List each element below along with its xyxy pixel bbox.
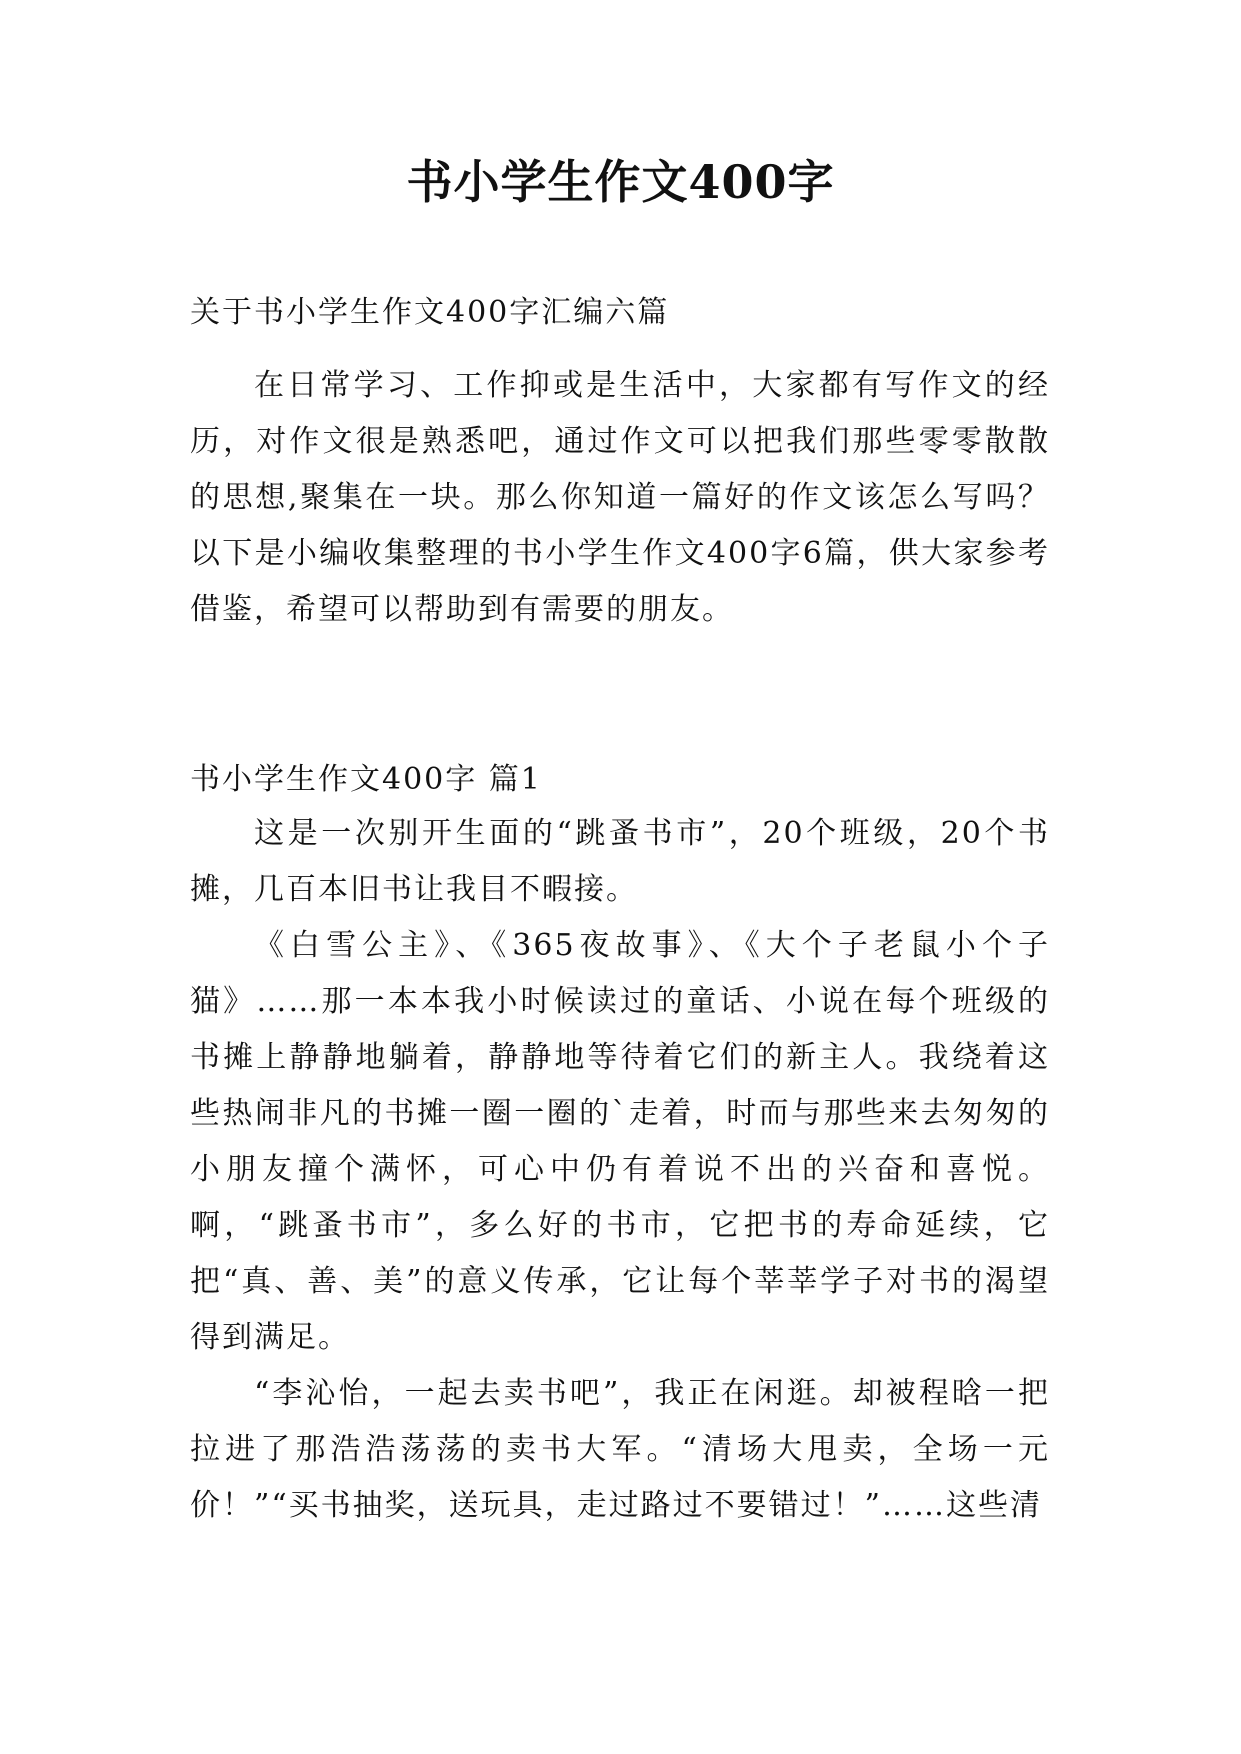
section-heading: 书小学生作文400字 篇1: [190, 762, 542, 797]
body-paragraph-1: 这是一次别开生面的“跳蚤书市”，20个班级，20个书摊，几百本旧书让我目不暇接。: [190, 816, 1050, 907]
document-title: 书小学生作文400字: [406, 155, 835, 209]
intro-paragraph: 在日常学习、工作抑或是生活中，大家都有写作文的经历，对作文很是熟悉吧，通过作文可以把我们那些零零散散的思想,聚集在一块。那么你知道一篇好的作文该怎么写吗？以下是小编收集整理的书小学生作文400字6篇，供大家参考借鉴，希望可以帮助到有需要的朋友。: [190, 368, 1050, 627]
body-paragraph-3: “李沁怡，一起去卖书吧”，我正在闲逛。却被程晗一把拉进了那浩浩荡荡的卖书大军。“清场大甩卖，全场一元价！”“买书抽奖，送玩具，走过路过不要错过！”……这些清: [190, 1376, 1050, 1523]
document-subtitle: 关于书小学生作文400字汇编六篇: [190, 295, 670, 330]
body-paragraph-2: 《白雪公主》、《365夜故事》、《大个子老鼠小个子猫》……那一本本我小时候读过的童话、小说在每个班级的书摊上静静地躺着，静静地等待着它们的新主人。我绕着这些热闹非凡的书摊一圈一圈的`走着，时而与那些来去匆匆的小朋友撞个满怀，可心中仍有着说不出的兴奋和喜悦。啊，“跳蚤书市”，多么好的书市，它把书的寿命延续，它把“真、善、美”的意义传承，它让每个莘莘学子对书的渴望得到满足。: [190, 928, 1050, 1355]
